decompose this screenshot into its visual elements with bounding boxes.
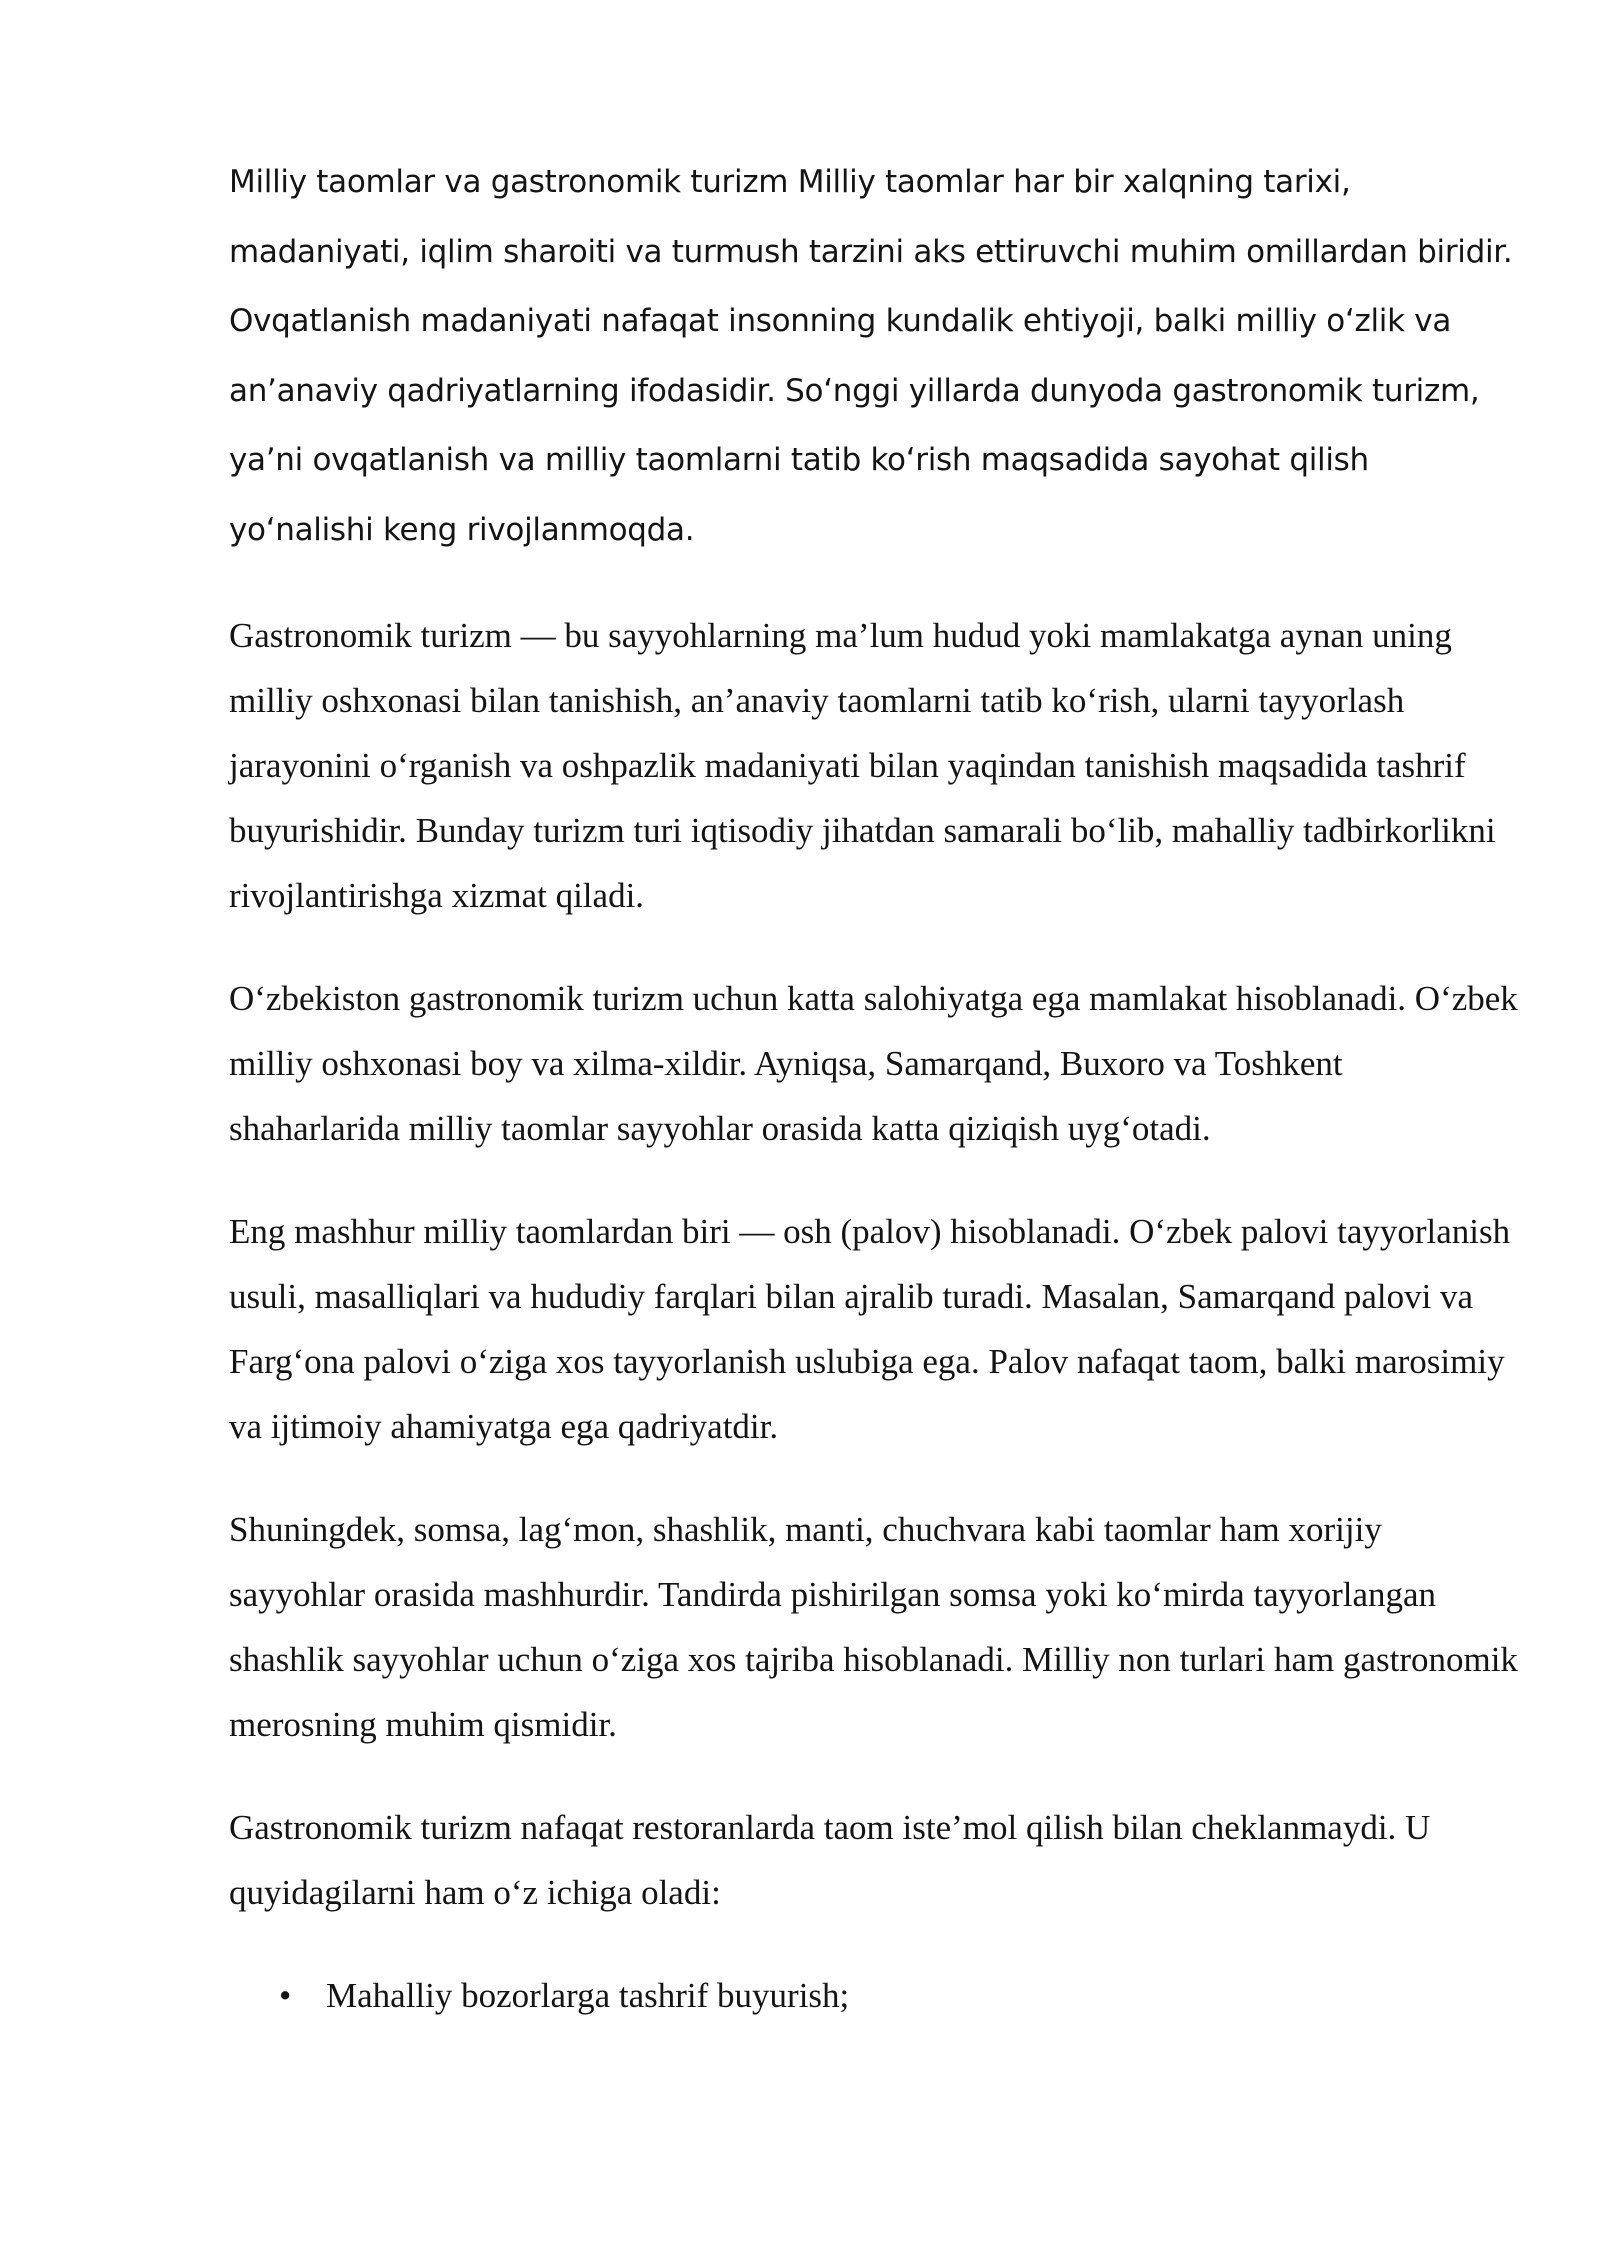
- paragraph-definition: Gastronomik turizm — bu sayyohlarning ma’lum hudud yoki mamlakatga aynan uning milliy oshxonasi bilan tanishish, an’anaviy taomlarni tatib koʻrish, ularni tayyorlash jarayonini oʻrganish va oshpazlik madaniyati bilan yaqindan tanishish maqsadida tashrif buyurishidir. Bunday turizm turi iqtisodiy jihatdan samarali boʻlib, mahalliy tadbirkorlikni rivojlantirishga xizmat qiladi.: [229, 616, 1496, 915]
- bullet-icon: •: [279, 1976, 292, 2015]
- paragraph-other-dishes: Shuningdek, somsa, lagʻmon, shashlik, manti, chuchvara kabi taomlar ham xorijiy sayyohlar orasida mashhurdir. Tandirda pishirilgan somsa yoki koʻmirda tayyorlangan shashlik sayyohlar uchun oʻziga xos tajriba hisoblanadi. Milliy non turlari ham gastronomik merosning muhim qismidir.: [229, 1510, 1518, 1744]
- document-body: [229, 148, 1519, 2028]
- bullet-list: [229, 1963, 1519, 2028]
- list-item: [229, 1963, 1519, 2028]
- paragraph-uzbekistan: Oʻzbekiston gastronomik turizm uchun katta salohiyatga ega mamlakat hisoblanadi. Oʻzbek milliy oshxonasi boy va xilma-xildir. Ayniqsa, Samarqand, Buxoro va Toshkent shaharlarida milliy taomlar sayyohlar orasida katta qiziqish uygʻotadi.: [229, 979, 1518, 1148]
- paragraph-intro: Milliy taomlar va gastronomik turizm Milliy taomlar har bir xalqning tarixi, madaniyati, iqlim sharoiti va turmush tarzini aks ettiruvchi muhim omillardan biridir. Ovqatlanish madaniyati nafaqat insonning kundalik ehtiyoji, balki milliy oʻzlik va an’anaviy qadriyatlarning ifodasidir. Soʻnggi yillarda dunyoda gastronomik turizm, ya’ni ovqatlanish va milliy taomlarni tatib koʻrish maqsadida sayohat qilish yoʻnalishi keng rivojlanmoqda.: [229, 164, 1513, 548]
- paragraph-list-intro: Gastronomik turizm nafaqat restoranlarda taom iste’mol qilish bilan cheklanmaydi. U quyidagilarni ham oʻz ichiga oladi:: [229, 1808, 1431, 1912]
- paragraph-palov: Eng mashhur milliy taomlardan biri — osh (palov) hisoblanadi. Oʻzbek palovi tayyorlanish usuli, masalliqlari va hududiy farqlari bilan ajralib turadi. Masalan, Samarqand palovi va Fargʻona palovi oʻziga xos tayyorlanish uslubiga ega. Palov nafaqat taom, balki marosimiy va ijtimoiy ahamiyatga ega qadriyatdir.: [229, 1212, 1511, 1446]
- list-item-text: Mahalliy bozorlarga tashrif buyurish;: [326, 1976, 850, 2015]
